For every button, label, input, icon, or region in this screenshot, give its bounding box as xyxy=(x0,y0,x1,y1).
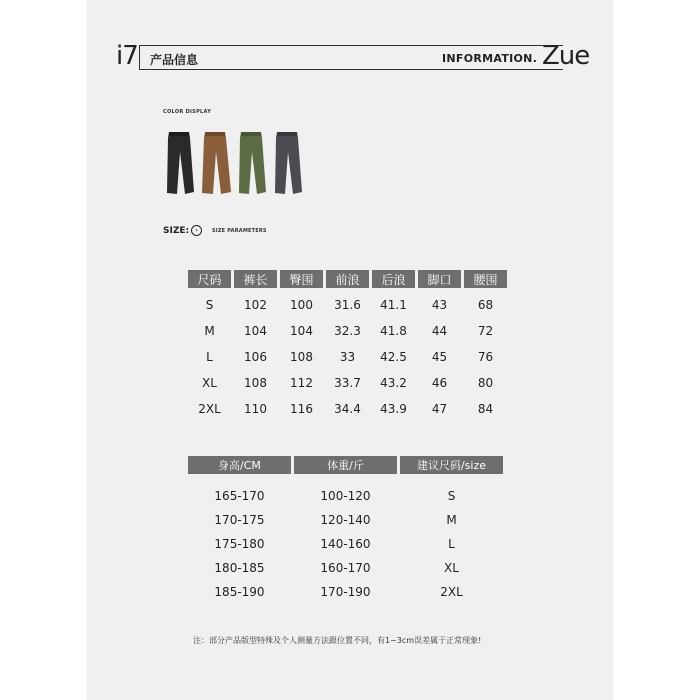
table-row xyxy=(188,318,507,344)
header-title-cn: 产品信息 xyxy=(150,53,199,67)
table-cell: 43.9 xyxy=(380,402,407,416)
table-cell: 100 xyxy=(290,298,313,312)
col-header: 臀围 xyxy=(280,270,323,288)
table-cell: 104 xyxy=(290,324,313,338)
table-cell: 33 xyxy=(339,350,356,364)
table-cell: 33.7 xyxy=(334,376,361,390)
col-header: 身高/CM xyxy=(188,456,291,474)
table-cell: S xyxy=(447,489,456,503)
table-row xyxy=(188,580,503,604)
table-row xyxy=(188,556,503,580)
table-cell: 140-160 xyxy=(320,537,371,551)
table-cell: XL xyxy=(444,561,459,575)
table-cell: 43 xyxy=(431,298,448,312)
pant-image-grey xyxy=(271,130,305,196)
table-cell: 2XL xyxy=(440,585,463,599)
table-cell: 47 xyxy=(431,402,448,416)
brand-logo-left: i7 xyxy=(116,41,138,71)
table-cell: 41.1 xyxy=(380,298,407,312)
table-cell: 106 xyxy=(244,350,267,364)
col-header: 脚口 xyxy=(418,270,461,288)
col-header: 腰围 xyxy=(464,270,507,288)
table-row xyxy=(188,484,503,508)
table-cell: 72 xyxy=(477,324,494,338)
brand-logo-right: Zue xyxy=(542,41,590,71)
table-cell: 44 xyxy=(431,324,448,338)
col-header: 裤长 xyxy=(234,270,277,288)
pant-image-olive xyxy=(235,130,269,196)
pant-image-black xyxy=(163,130,197,196)
table-row xyxy=(188,370,507,396)
table-row xyxy=(188,396,507,422)
pant-image-brown xyxy=(199,130,233,196)
table-cell: 120-140 xyxy=(320,513,371,527)
table-row xyxy=(188,344,507,370)
col-header: 尺码 xyxy=(188,270,231,288)
table-cell: L xyxy=(448,537,455,551)
table-cell: 104 xyxy=(244,324,267,338)
table-cell: M xyxy=(446,513,457,527)
fit-table xyxy=(185,456,506,604)
table-row xyxy=(188,532,503,556)
table-cell: 102 xyxy=(244,298,267,312)
table-cell: 76 xyxy=(477,350,494,364)
table-cell: 170-175 xyxy=(214,513,265,527)
header xyxy=(116,41,602,72)
col-header: 建议尺码/size xyxy=(400,456,503,474)
table-cell: 185-190 xyxy=(214,585,265,599)
table-cell: 84 xyxy=(477,402,494,416)
col-header: 前浪 xyxy=(326,270,369,288)
table-cell: 31.6 xyxy=(334,298,361,312)
table-cell: 45 xyxy=(431,350,448,364)
table-cell: 100-120 xyxy=(320,489,371,503)
col-header: 体重/斤 xyxy=(294,456,397,474)
size-label: SIZE: › xyxy=(163,225,202,236)
table-row xyxy=(188,288,507,318)
table-cell: 165-170 xyxy=(214,489,265,503)
table-cell: 170-190 xyxy=(320,585,371,599)
table-cell: 108 xyxy=(244,376,267,390)
fit-table-header xyxy=(188,456,503,474)
info-page xyxy=(87,0,613,700)
table-cell: 43.2 xyxy=(380,376,407,390)
table-cell: 32.3 xyxy=(334,324,361,338)
table-cell: 175-180 xyxy=(214,537,265,551)
table-row xyxy=(188,508,503,532)
size-table xyxy=(185,270,510,422)
chevron-right-icon: › xyxy=(191,225,202,236)
table-cell: 160-170 xyxy=(320,561,371,575)
table-cell: 2XL xyxy=(198,402,221,416)
table-cell: S xyxy=(205,298,214,312)
col-header: 后浪 xyxy=(372,270,415,288)
table-cell: 180-185 xyxy=(214,561,265,575)
table-cell: 46 xyxy=(431,376,448,390)
table-cell: 42.5 xyxy=(380,350,407,364)
table-cell: 68 xyxy=(477,298,494,312)
table-cell: 112 xyxy=(290,376,313,390)
size-parameters-label: SIZE PARAMETERS xyxy=(212,228,267,234)
table-cell: 80 xyxy=(477,376,494,390)
table-cell: 108 xyxy=(290,350,313,364)
color-display-label: COLOR DISPLAY xyxy=(163,109,212,115)
table-cell: L xyxy=(206,350,213,364)
table-cell: 116 xyxy=(290,402,313,416)
measurement-note: 注：部分产品版型特殊及个人测量方法跟位置不同，有1~3cm误差属于正常现象! xyxy=(193,636,482,645)
color-swatches xyxy=(163,130,311,198)
table-cell: 41.8 xyxy=(380,324,407,338)
size-table-header xyxy=(188,270,507,288)
table-cell: 34.4 xyxy=(334,402,361,416)
header-title-en: INFORMATION. xyxy=(442,52,538,65)
table-cell: M xyxy=(204,324,215,338)
table-cell: XL xyxy=(202,376,217,390)
table-cell: 110 xyxy=(244,402,267,416)
